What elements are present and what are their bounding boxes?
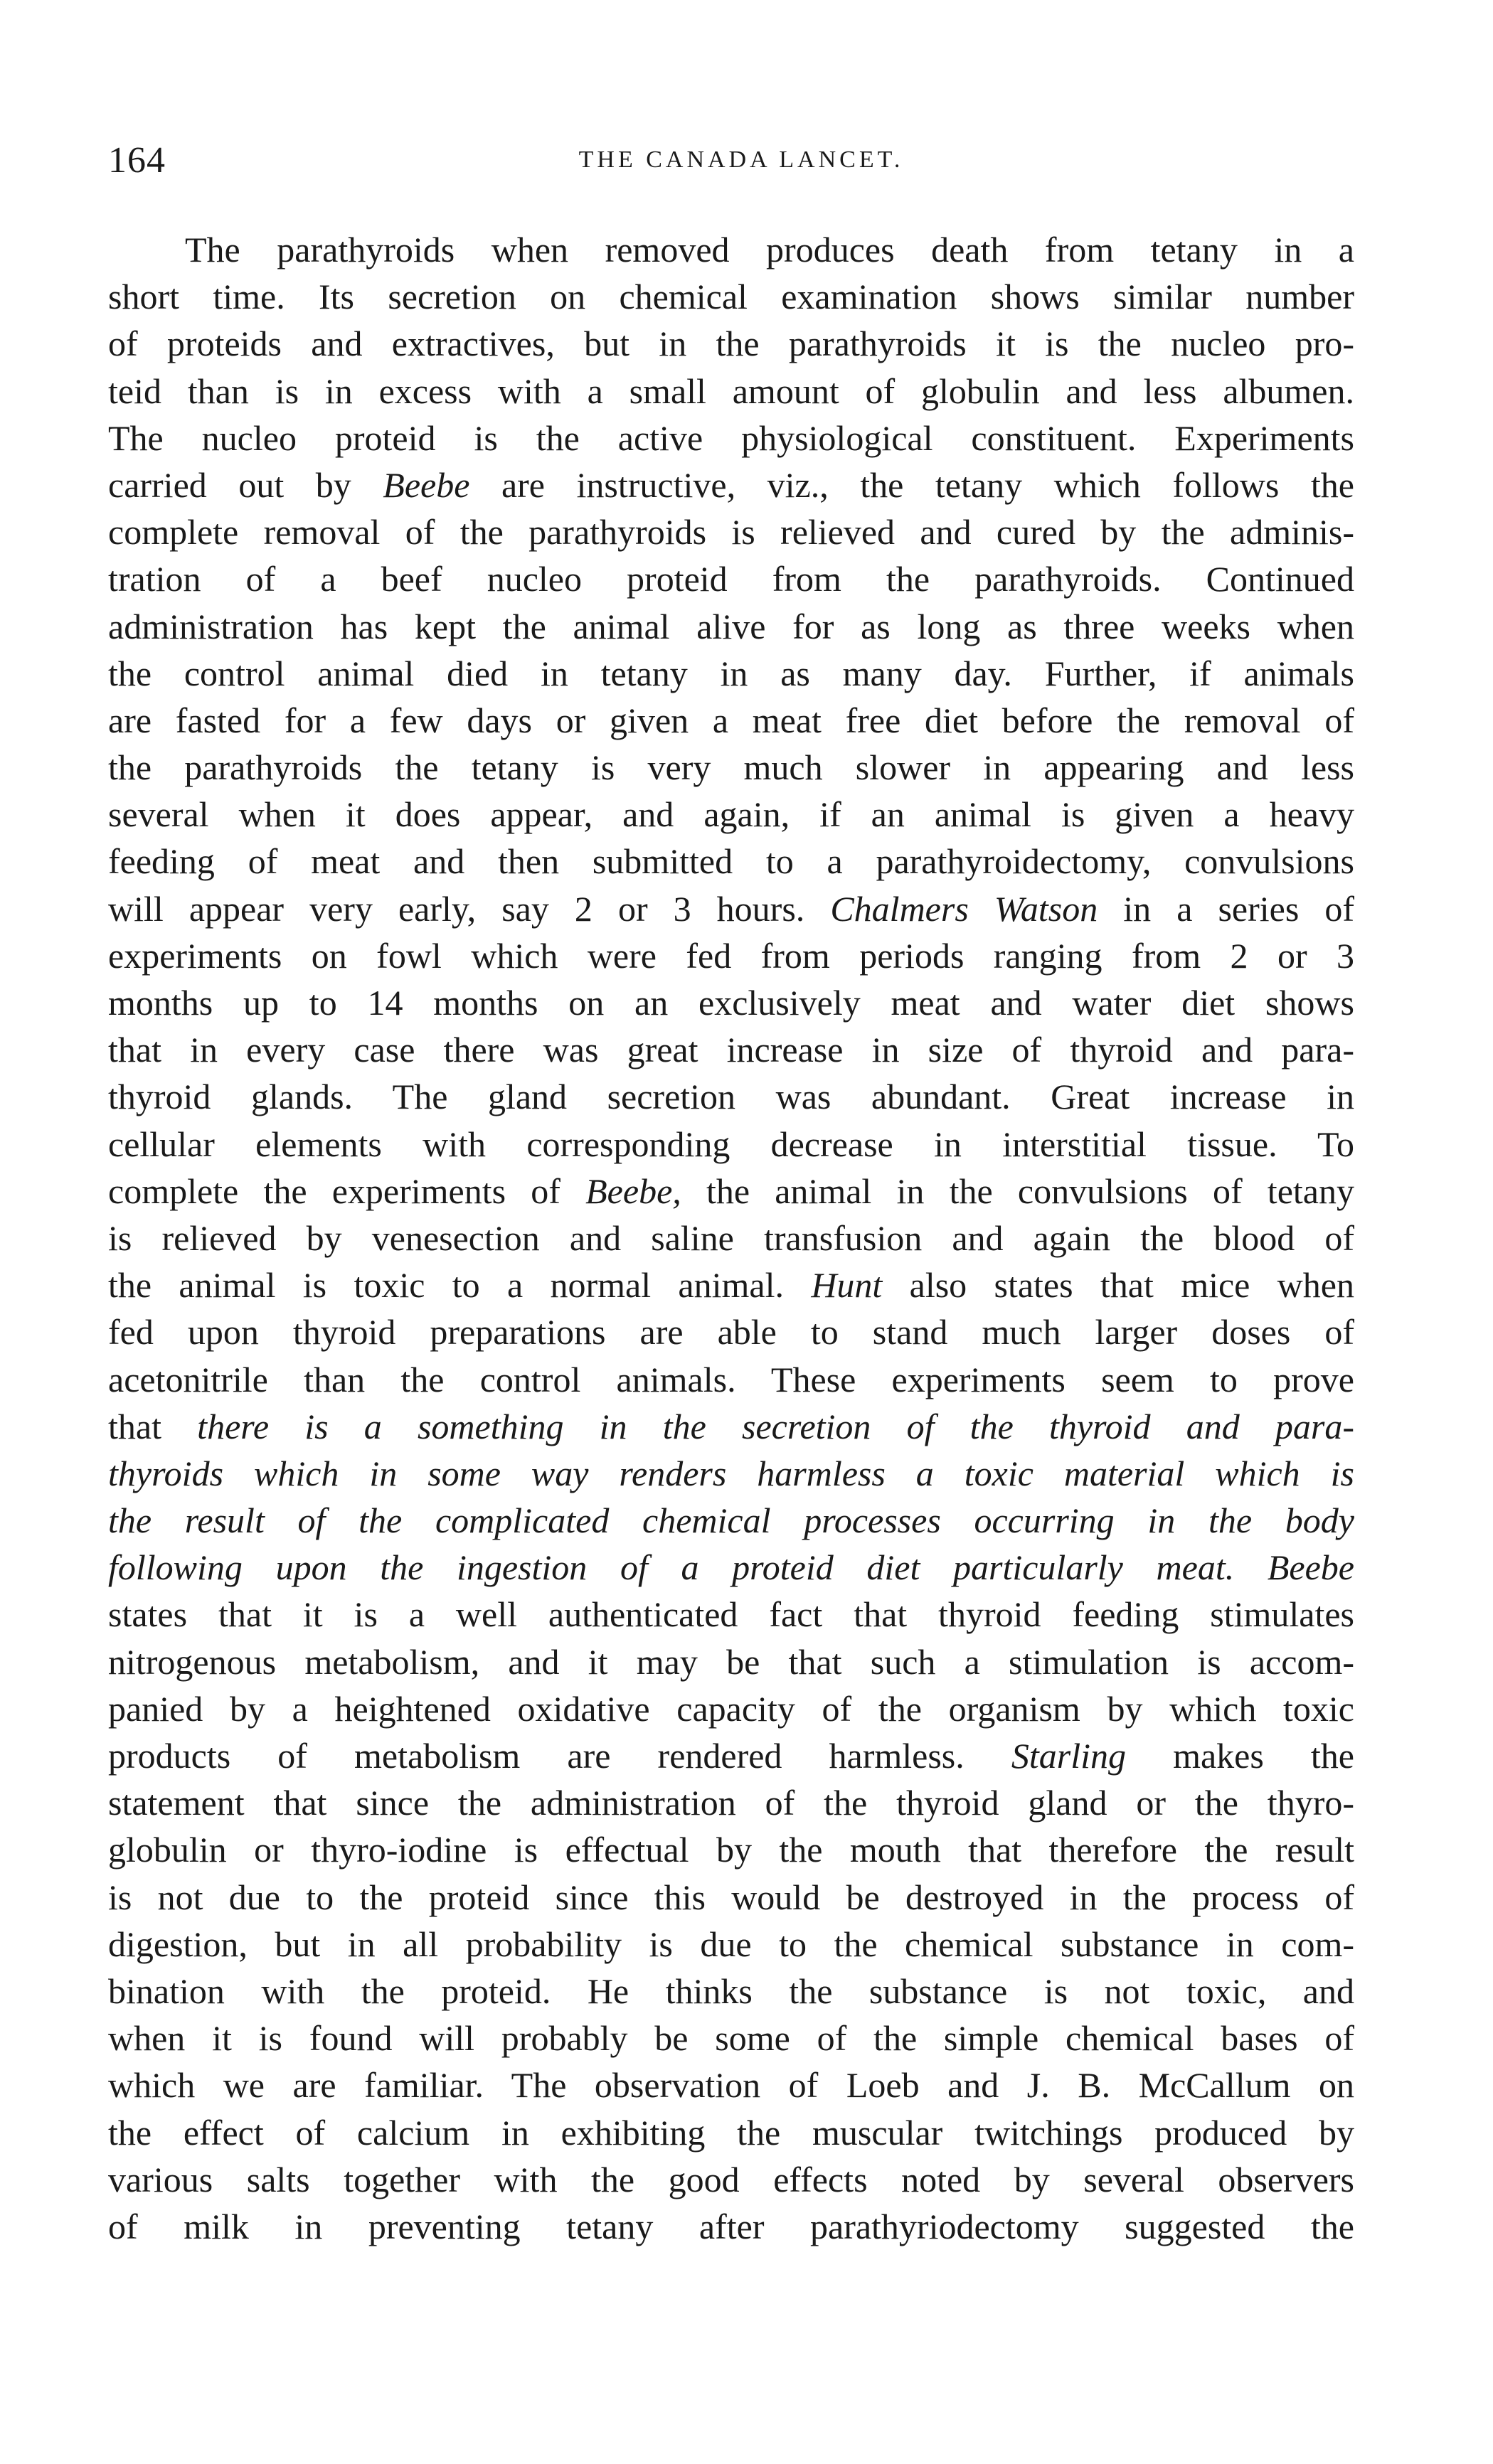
text-line [108,368,1354,415]
text-line [108,1874,1354,1921]
running-title: THE CANADA LANCET. [578,146,904,173]
text-line [108,603,1354,650]
text-run: thyroid glands. The gland secretion was abundant. Great increase in [108,1077,1354,1117]
text-run: that [108,1406,198,1446]
text-run: carried out by [108,464,383,505]
text-line [108,1826,1354,1873]
text-run: tration of a beef nucleo proteid from the parathyroids. Continued [108,559,1354,599]
text-run: products of metabolism are rendered harmless. [108,1736,1011,1776]
page-number: 164 [108,140,166,181]
text-run: globulin or thyro-iodine is effectual by the mouth that therefore the result [108,1830,1354,1870]
text-run: complete removal of the parathyroids is relieved and cured by the adminis- [108,512,1354,553]
text-line [108,508,1354,555]
text-line [108,1450,1354,1497]
text-run: states that it is a well authenticated fact that thyroid feeding stimulates [108,1594,1354,1635]
text-run: will appear very early, say 2 or 3 hours. [108,888,831,929]
text-line [108,2015,1354,2062]
text-run: makes the [1125,1736,1354,1776]
italic-text: Hunt [811,1265,883,1306]
text-line [108,791,1354,838]
text-run: also states that mice when [882,1265,1354,1306]
text-run: experiments on fowl which were fed from periods ranging from 2 or 3 [108,935,1354,976]
text-run: The parathyroids when removed produces death from tetany in a [185,230,1354,270]
text-line [108,650,1354,697]
text-line [108,555,1354,602]
text-run: is relieved by venesection and saline transfusion and again the blood of [108,1217,1354,1258]
text-line [108,1591,1354,1638]
text-run: of milk in preventing tetany after parathyriodectomy suggested the [108,2206,1354,2246]
text-run: several when it does appear, and again, if an animal is given a heavy [108,794,1354,835]
text-line [108,1026,1354,1073]
text-line [108,1921,1354,1968]
text-run: which we are familiar. The observation of Loeb and J. B. McCallum on [108,2065,1354,2106]
italic-text: Beebe [383,464,470,505]
text-line [108,1638,1354,1685]
text-line [108,2203,1354,2250]
text-line [108,1403,1354,1450]
text-line [108,1168,1354,1215]
italic-text: Chalmers Watson [830,888,1098,929]
text-run: the animal in the convulsions of tetany [681,1170,1354,1211]
text-line [108,1968,1354,2015]
italic-text: the result of the complicated chemical processes occurring in the body [108,1500,1354,1541]
text-run: fed upon thyroid preparations are able to stand much larger doses of [108,1312,1354,1353]
text-run: when it is found will probably be some of the simple chemical bases of [108,2018,1354,2059]
text-line [108,1262,1354,1308]
text-line [108,932,1354,979]
text-run: the effect of calcium in exhibiting the muscular twitchings produced by [108,2112,1354,2153]
text-line [108,1779,1354,1826]
text-run: The nucleo proteid is the active physiological constituent. Experiments [108,417,1354,458]
text-run: bination with the proteid. He thinks the substance is not toxic, and [108,1970,1354,2011]
italic-text: Starling [1011,1736,1126,1776]
text-run: short time. Its secretion on chemical examination shows similar number [108,277,1354,317]
text-line [108,226,1354,273]
text-run: of proteids and extractives, but in the parathyroids it is the nucleo pro- [108,324,1354,364]
text-run: digestion, but in all probability is due to the chemical substance in com- [108,1924,1354,1964]
text-line [108,838,1354,885]
text-line [108,744,1354,791]
italic-text: there is a something in the secretion of the thyroid and para- [197,1406,1354,1446]
text-line [108,1215,1354,1262]
italic-text: thyroids which in some way renders harmless a toxic material which is [108,1453,1354,1493]
italic-text: following upon the ingestion of a proteid diet particularly meat. [108,1547,1235,1588]
text-run [1234,1547,1268,1587]
text-line [108,415,1354,462]
text-line [108,2109,1354,2156]
text-run: is not due to the proteid since this would be destroyed in the process of [108,1877,1354,1917]
text-run: are fasted for a few days or given a meat free diet before the removal of [108,700,1354,740]
text-run: teid than is in excess with a small amount of globulin and less albumen. [108,370,1354,411]
text-run: months up to 14 months on an exclusively meat and water diet shows [108,983,1354,1023]
text-line [108,1544,1354,1591]
text-line [108,1732,1354,1779]
text-line [108,2156,1354,2203]
text-run: cellular elements with corresponding decrease in interstitial tissue. To [108,1124,1354,1164]
text-run: statement that since the administration of the thyroid gland or the thyro- [108,1783,1354,1823]
text-line [108,1121,1354,1168]
text-run: the control animal died in tetany in as many day. Further, if animals [108,653,1354,693]
text-run: complete the experiments of [108,1170,586,1211]
text-line [108,462,1354,508]
text-line [108,320,1354,367]
italic-text: Beebe [1267,1547,1354,1588]
text-run: feeding of meat and then submitted to a parathyroidectomy, convulsions [108,841,1354,882]
text-run: various salts together with the good effects noted by several observers [108,2159,1354,2199]
text-line [108,273,1354,320]
text-run: administration has kept the animal alive for as long as three weeks when [108,606,1354,646]
text-run: in a series of [1098,888,1354,929]
body-paragraph [108,226,1354,2250]
text-run: acetonitrile than the control animals. These experiments seem to prove [108,1359,1354,1399]
page-header [108,139,1374,189]
text-line [108,1308,1354,1355]
text-line [108,979,1354,1026]
text-run: the animal is toxic to a normal animal. [108,1265,812,1306]
text-run: nitrogenous metabolism, and it may be that such a stimulation is accom- [108,1641,1354,1682]
text-line [108,2062,1354,2108]
text-line [108,697,1354,744]
italic-text: Beebe, [585,1170,681,1211]
text-run: that in every case there was great increase in size of thyroid and para- [108,1030,1354,1070]
text-line [108,1497,1354,1544]
text-run: are instructive, viz., the tetany which follows the [469,464,1354,505]
text-run: panied by a heightened oxidative capacity of the organism by which toxic [108,1688,1354,1729]
text-line [108,885,1354,932]
text-line [108,1685,1354,1732]
text-line [108,1073,1354,1120]
text-run: the parathyroids the tetany is very much slower in appearing and less [108,747,1354,788]
text-line [108,1356,1354,1403]
